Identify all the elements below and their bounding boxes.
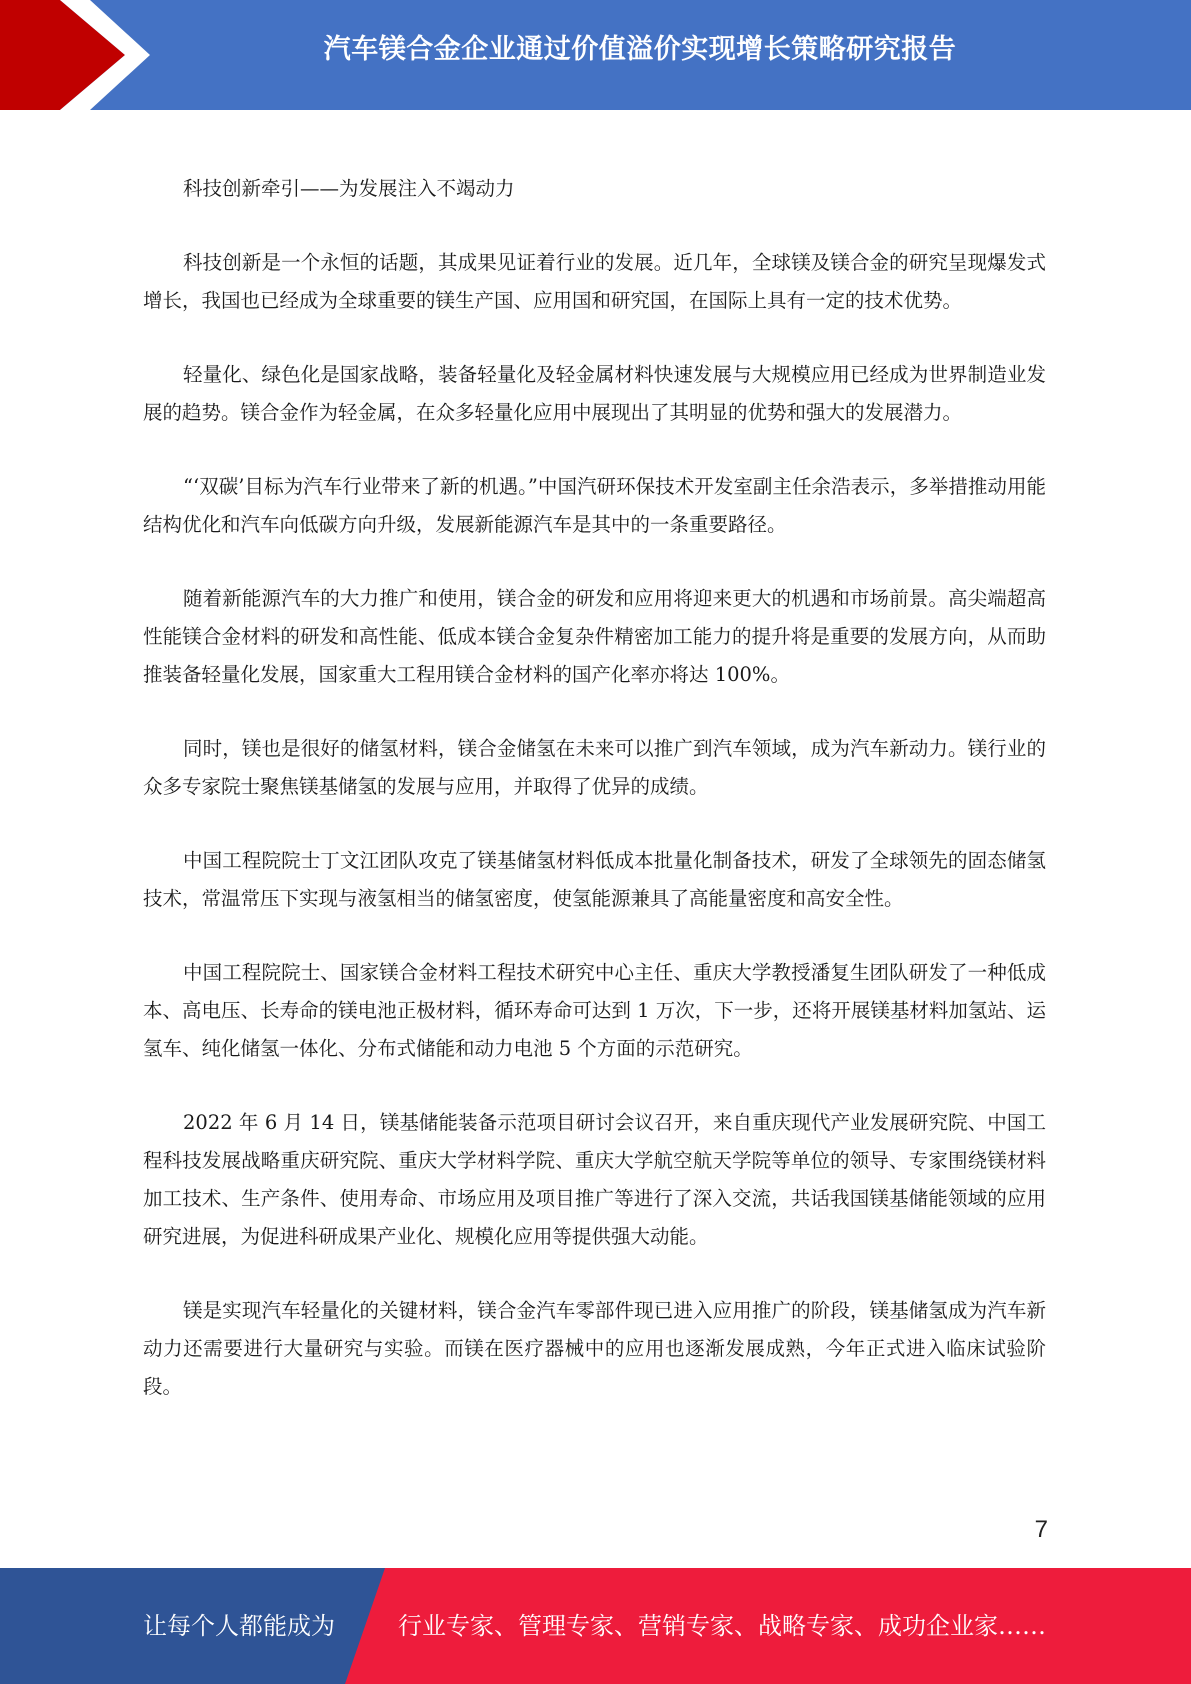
footer-slogan-left: 让每个人都能成为 <box>143 1612 335 1640</box>
paragraph: 轻量化、绿色化是国家战略，装备轻量化及轻金属材料快速发展与大规模应用已经成为世界制造业发展的趋势。镁合金作为轻金属，在众多轻量化应用中展现出了其明显的优势和强大的发展潜力。 <box>143 363 1046 424</box>
section-heading: 科技创新牵引——为发展注入不竭动力 <box>183 177 515 200</box>
document-title: 汽车镁合金企业通过价值溢价实现增长策略研究报告 <box>323 34 957 65</box>
paragraph: 同时，镁也是很好的储氢材料，镁合金储氢在未来可以推广到汽车领域，成为汽车新动力。镁行业的众多专家院士聚焦镁基储氢的发展与应用，并取得了优异的成绩。 <box>143 737 1046 798</box>
page-number: 7 <box>1034 1516 1048 1543</box>
footer-slogan-right: 行业专家、管理专家、营销专家、战略专家、成功企业家…… <box>398 1612 1046 1640</box>
paragraph: “‘双碳’目标为汽车行业带来了新的机遇。”中国汽研环保技术开发室副主任余浩表示，多举措推动用能结构优化和汽车向低碳方向升级，发展新能源汽车是其中的一条重要路径。 <box>143 475 1046 536</box>
chevron-arrow-icon <box>0 0 160 110</box>
paragraph: 2022 年 6 月 14 日，镁基储能装备示范项目研讨会议召开，来自重庆现代产业发展研究院、中国工程科技发展战略重庆研究院、重庆大学材料学院、重庆大学航空航天学院等单位的领导、专家围绕镁材料加工技术、生产条件、使用寿命、市场应用及项目推广等进行了深入交流，共话我国镁基储能领域的应用研究进展，为促进科研成果产业化、规模化应用等提供强大动能。 <box>143 1111 1046 1248</box>
paragraph: 镁是实现汽车轻量化的关键材料，镁合金汽车零部件现已进入应用推广的阶段，镁基储氢成为汽车新动力还需要进行大量研究与实验。而镁在医疗器械中的应用也逐渐发展成熟，今年正式进入临床试验阶段。 <box>143 1299 1046 1398</box>
article-body <box>143 170 1046 1442</box>
paragraph: 中国工程院院士丁文江团队攻克了镁基储氢材料低成本批量化制备技术，研发了全球领先的固态储氢技术，常温常压下实现与液氢相当的储氢密度，使氢能源兼具了高能量密度和高安全性。 <box>143 849 1046 910</box>
footer-banner <box>0 1568 1191 1684</box>
paragraph: 科技创新是一个永恒的话题，其成果见证着行业的发展。近几年，全球镁及镁合金的研究呈现爆发式增长，我国也已经成为全球重要的镁生产国、应用国和研究国，在国际上具有一定的技术优势。 <box>143 251 1046 312</box>
paragraph: 中国工程院院士、国家镁合金材料工程技术研究中心主任、重庆大学教授潘复生团队研发了一种低成本、高电压、长寿命的镁电池正极材料，循环寿命可达到 1 万次，下一步，还将开展镁基材料加氢站、运氢车、纯化储氢一体化、分布式储能和动力电池 5 个方面的示范研究。 <box>143 961 1046 1060</box>
header-banner <box>0 0 1191 110</box>
paragraph: 随着新能源汽车的大力推广和使用，镁合金的研发和应用将迎来更大的机遇和市场前景。高尖端超高性能镁合金材料的研发和高性能、低成本镁合金复杂件精密加工能力的提升将是重要的发展方向，从而助推装备轻量化发展，国家重大工程用镁合金材料的国产化率亦将达 100%。 <box>143 587 1046 686</box>
